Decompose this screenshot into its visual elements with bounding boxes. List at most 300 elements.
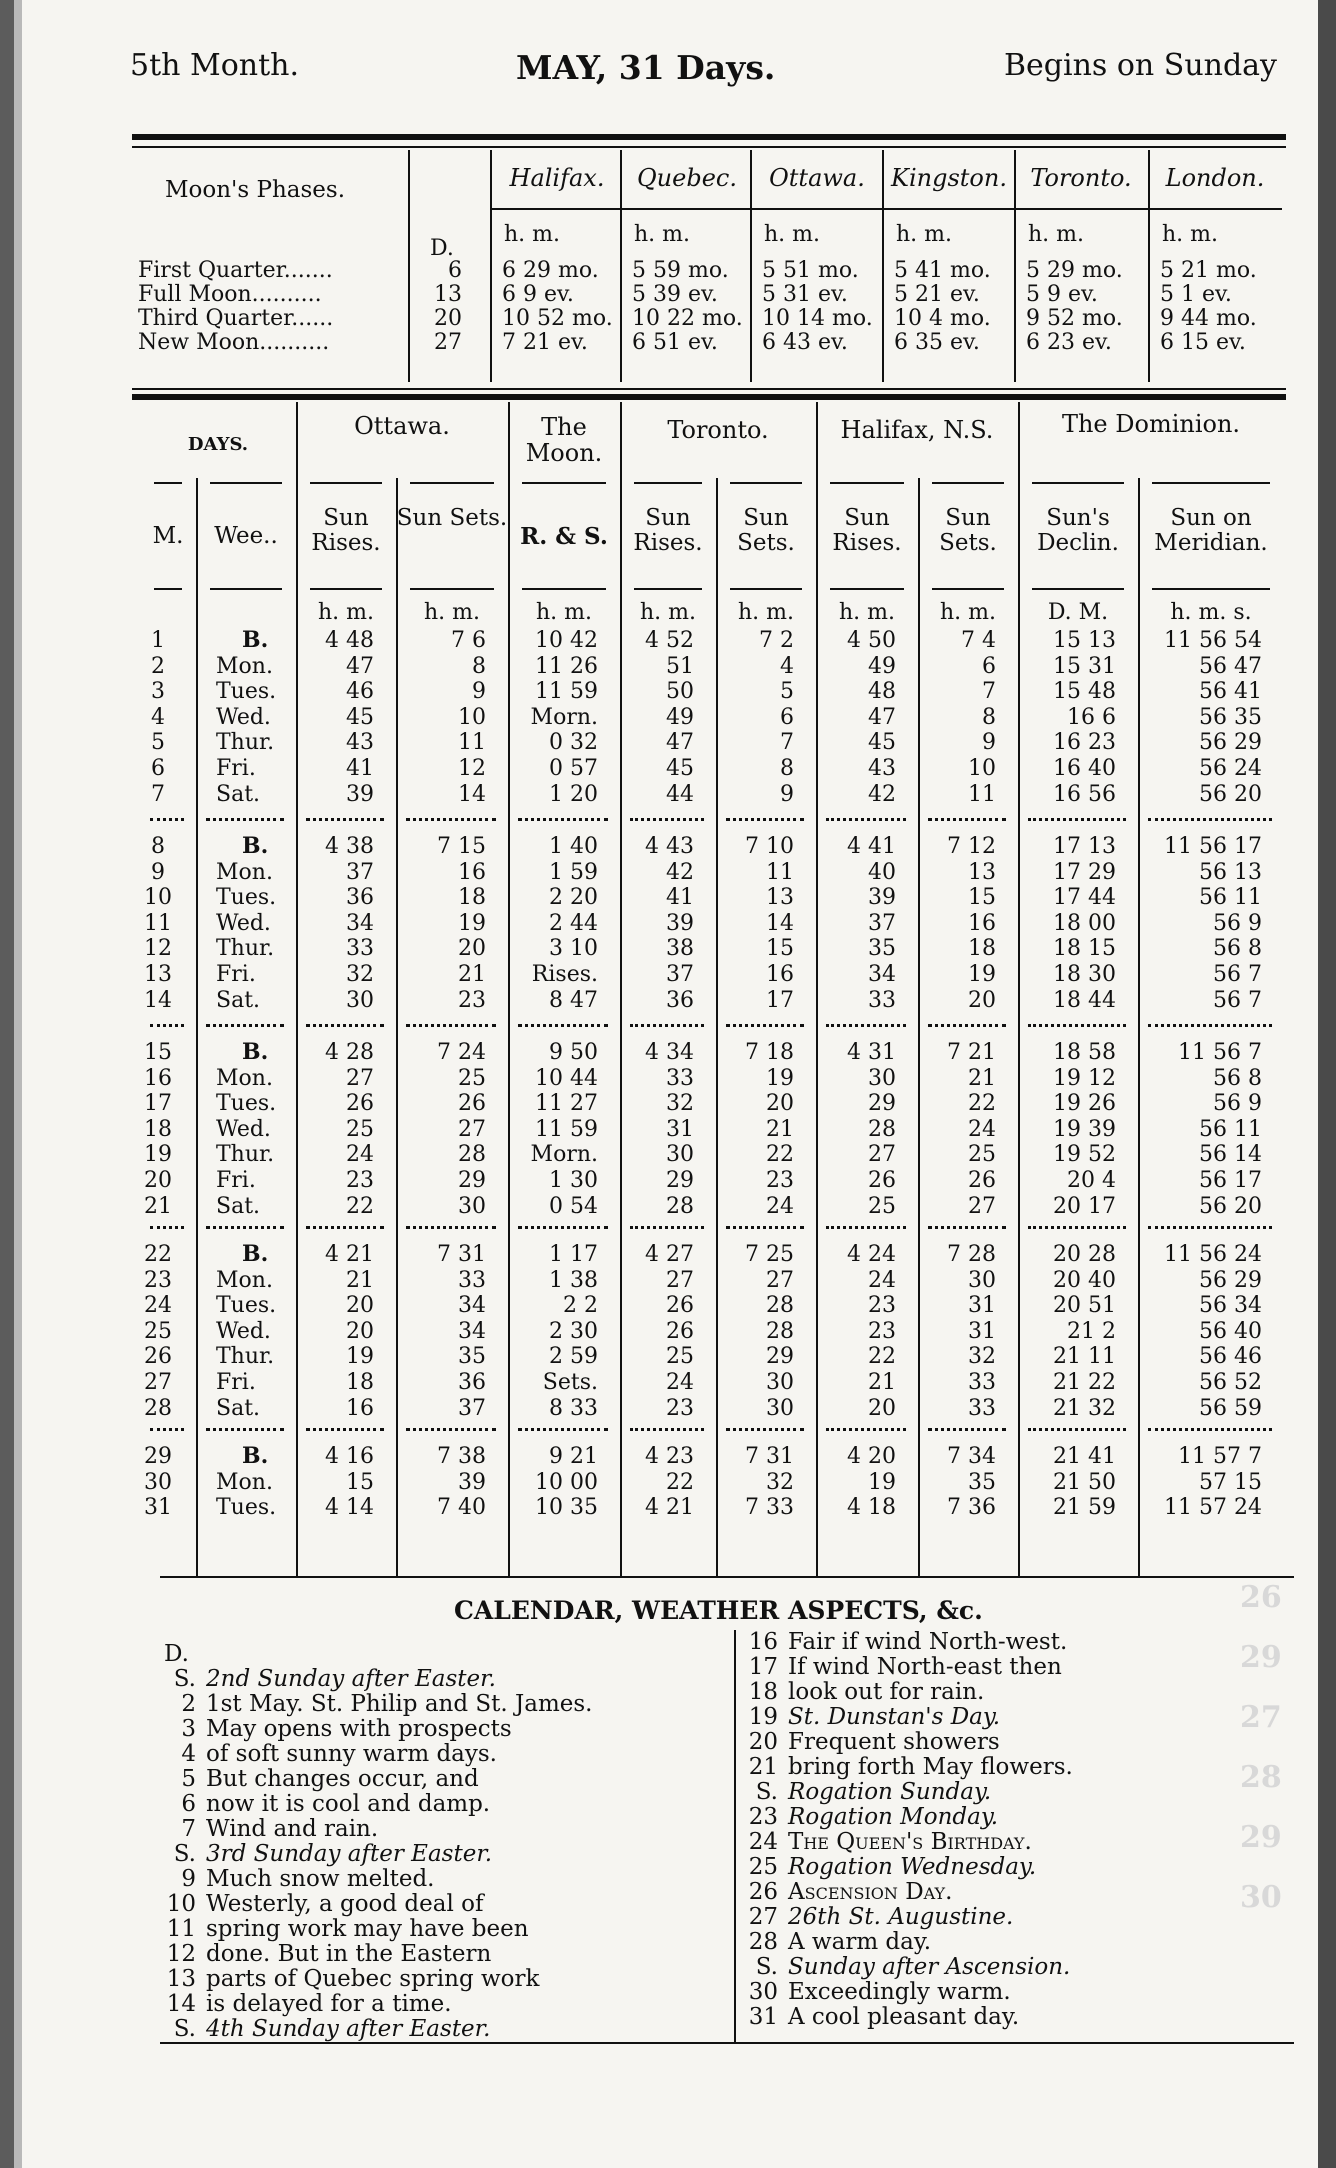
subheader-rule xyxy=(932,482,1004,484)
table-cell: 50 xyxy=(666,679,694,705)
table-cell: 49 xyxy=(666,704,694,730)
table-cell: 19 xyxy=(144,1142,172,1168)
table-cell: 16 56 xyxy=(1053,781,1116,807)
table-cell: 19 12 xyxy=(1053,1065,1116,1091)
thin-rule xyxy=(132,146,1286,148)
table-cell: 11 59 xyxy=(535,679,598,705)
table-cell: 22 xyxy=(868,1344,896,1370)
table-cell: 11 59 xyxy=(535,1116,598,1142)
calendar-entry xyxy=(164,1892,592,1917)
table-cell: 16 xyxy=(968,910,996,936)
table-cell: 51 xyxy=(666,653,694,679)
table-cell: 56 8 xyxy=(1213,1065,1262,1091)
table-cell: Thur. xyxy=(216,1142,275,1168)
table-cell: B. xyxy=(242,1241,269,1267)
week-separator xyxy=(406,1226,496,1229)
table-cell: 16 6 xyxy=(1067,704,1116,730)
calendar-entry xyxy=(746,1655,1073,1680)
calendar-day-number: S. xyxy=(755,1954,778,1980)
phase-time: 6 9 ev. xyxy=(502,282,574,307)
table-cell: 4 23 xyxy=(645,1444,694,1469)
table-cell: 35 xyxy=(868,936,896,962)
phase-time: 6 51 ev. xyxy=(632,330,718,355)
unit-label: h. m. xyxy=(737,600,794,625)
week-separator xyxy=(406,818,496,821)
table-cell: 31 xyxy=(144,1495,172,1521)
page-right-edge xyxy=(1318,0,1336,2168)
table-cell: 4 18 xyxy=(847,1495,896,1521)
calendar-day-number: 20 xyxy=(748,1729,778,1755)
table-cell: 28 xyxy=(868,1116,896,1142)
calendar-day-number: S. xyxy=(755,1779,778,1805)
table-cell: 10 00 xyxy=(535,1469,598,1495)
table-cell: 38 xyxy=(666,936,694,962)
table-cell: 35 xyxy=(968,1469,996,1495)
subheader-rule xyxy=(1152,482,1270,484)
week-separator xyxy=(150,1024,184,1027)
week-separator xyxy=(518,1428,608,1431)
table-cell: Sat. xyxy=(216,1193,261,1219)
calendar-entry-text: now it is cool and damp. xyxy=(206,1791,491,1817)
table-cell: 34 xyxy=(458,1293,486,1319)
phase-time: 10 52 mo. xyxy=(502,306,613,331)
table-cell: 18 00 xyxy=(1053,910,1116,936)
table-cell: 10 42 xyxy=(535,628,598,653)
phase-time: 6 43 ev. xyxy=(762,330,848,355)
table-cell: 6 xyxy=(982,653,996,679)
table-cell: 23 xyxy=(868,1318,896,1344)
table-cell: 21 59 xyxy=(1053,1495,1116,1521)
table-cell: 26 xyxy=(968,1168,996,1193)
table-cell: 49 xyxy=(868,653,896,679)
calendar-entry xyxy=(164,1967,592,1992)
table-cell: 7 28 xyxy=(947,1242,996,1267)
table-cell: 48 xyxy=(868,679,896,705)
table-cell: 56 40 xyxy=(1199,1318,1262,1344)
table-cell: 4 48 xyxy=(325,628,374,653)
calendar-entry-text: Sunday after Ascension. xyxy=(788,1954,1071,1980)
table-cell: 10 xyxy=(968,756,996,781)
week-separator xyxy=(826,1226,906,1229)
table-cell: 41 xyxy=(346,756,374,781)
calendar-day-number: 2 xyxy=(181,1691,196,1717)
calendar-day-number: 6 xyxy=(181,1791,196,1817)
table-cell: 28 xyxy=(766,1293,794,1319)
table-cell: 7 xyxy=(151,781,165,807)
unit-label: h. m. xyxy=(423,600,480,625)
calendar-right-column xyxy=(746,1630,1073,2030)
table-cell: 4 43 xyxy=(645,834,694,859)
table-cell: 56 9 xyxy=(1213,910,1262,936)
table-cell: 36 xyxy=(666,987,694,1013)
phase-time: 5 41 mo. xyxy=(894,258,991,283)
table-cell: 29 xyxy=(144,1444,172,1469)
table-cell: Morn. xyxy=(530,1142,598,1168)
table-cell: 56 20 xyxy=(1199,781,1262,807)
unit-rule xyxy=(210,588,282,590)
page-binding-edge xyxy=(0,0,14,2168)
table-cell: 25 xyxy=(666,1344,694,1370)
unit-label: h. m. xyxy=(838,600,895,625)
table-cell: 21 xyxy=(144,1193,172,1219)
table-cell: 4 xyxy=(151,704,165,730)
unit-label: h. m. s. xyxy=(1170,600,1252,625)
table-cell: 37 xyxy=(868,910,896,936)
calendar-entry-text: A cool pleasant day. xyxy=(788,2004,1020,2030)
table-cell: 23 xyxy=(458,987,486,1013)
calendar-entry xyxy=(164,1667,592,1692)
subheader-rule xyxy=(410,482,494,484)
table-cell: 14 xyxy=(458,781,486,807)
week-separator xyxy=(928,1024,1006,1027)
group-header: Halifax, N.S. xyxy=(840,416,994,444)
table-cell: Sat. xyxy=(216,781,261,807)
moon-phases-title: Moon's Phases. xyxy=(165,177,346,203)
table-cell: 7 33 xyxy=(745,1495,794,1521)
week-separator xyxy=(726,1024,804,1027)
table-cell: Mon. xyxy=(216,1469,273,1495)
table-cell: 56 7 xyxy=(1213,962,1262,987)
table-cell: 44 xyxy=(666,781,694,807)
calendar-day-number: 23 xyxy=(748,1804,778,1830)
calendar-entry-text: Rogation Monday. xyxy=(788,1804,999,1830)
bleed-through-text: 26 xyxy=(1240,1580,1282,1615)
calendar-entry xyxy=(746,1755,1073,1780)
table-cell: 24 xyxy=(766,1193,794,1219)
phase-time: 6 23 ev. xyxy=(1026,330,1112,355)
table-cell: 37 xyxy=(666,962,694,987)
table-cell: 33 xyxy=(868,987,896,1013)
calendar-entry xyxy=(164,2017,592,2042)
table-cell: 37 xyxy=(346,859,374,885)
unit-rule xyxy=(310,588,382,590)
phase-day: 27 xyxy=(434,330,462,355)
table-cell: 9 xyxy=(151,859,165,885)
phase-time: 10 14 mo. xyxy=(762,306,873,331)
table-cell: 17 xyxy=(766,987,794,1013)
table-cell: 7 12 xyxy=(947,834,996,859)
table-cell: Mon. xyxy=(216,1065,273,1091)
table-cell: 13 xyxy=(144,962,172,987)
table-cell: 40 xyxy=(868,859,896,885)
table-cell: 23 xyxy=(144,1267,172,1293)
table-cell: 7 40 xyxy=(437,1495,486,1521)
table-cell: Tues. xyxy=(216,1293,277,1319)
table-cell: 32 xyxy=(968,1344,996,1370)
table-cell: 16 xyxy=(458,859,486,885)
table-cell: 30 xyxy=(766,1395,794,1421)
unit-header: h. m. xyxy=(504,222,561,247)
table-cell: Tues. xyxy=(216,679,277,705)
table-cell: 30 xyxy=(666,1142,694,1168)
table-cell: 28 xyxy=(766,1318,794,1344)
table-cell: 45 xyxy=(868,730,896,756)
table-cell: 56 8 xyxy=(1213,936,1262,962)
table-cell: 25 xyxy=(968,1142,996,1168)
table-cell: Thur. xyxy=(216,730,275,756)
table-cell: 27 xyxy=(666,1267,694,1293)
calendar-entry-text: Westerly, a good deal of xyxy=(206,1891,484,1917)
table-cell: 10 xyxy=(458,704,486,730)
table-cell: Rises. xyxy=(531,962,598,987)
week-separator xyxy=(306,1024,384,1027)
section-rule xyxy=(160,1576,1294,1578)
table-cell: 12 xyxy=(458,756,486,781)
calendar-entry-text: St. Dunstan's Day. xyxy=(788,1704,1001,1730)
table-cell: 7 xyxy=(982,679,996,705)
table-cell: 30 xyxy=(766,1370,794,1395)
table-cell: 7 31 xyxy=(437,1242,486,1267)
table-cell: 4 27 xyxy=(645,1242,694,1267)
table-cell: 29 xyxy=(766,1344,794,1370)
column-subheader: Sun Sets. xyxy=(737,505,795,556)
table-cell: 7 24 xyxy=(437,1040,486,1065)
table-cell: 31 xyxy=(968,1293,996,1319)
table-cell: 16 xyxy=(766,962,794,987)
unit-rule xyxy=(522,588,606,590)
week-separator xyxy=(206,1428,284,1431)
calendar-day-number: 21 xyxy=(748,1754,778,1780)
table-cell: 7 38 xyxy=(437,1444,486,1469)
calendar-day-number: 25 xyxy=(748,1854,778,1880)
calendar-entry xyxy=(746,1805,1073,1830)
calendar-entry-text: of soft sunny warm days. xyxy=(206,1741,497,1767)
table-cell: 32 xyxy=(666,1091,694,1117)
table-cell: 43 xyxy=(868,756,896,781)
column-subheader: Sun Rises. xyxy=(311,505,381,556)
table-cell: 21 22 xyxy=(1053,1370,1116,1395)
table-cell: 29 xyxy=(458,1168,486,1193)
table-cell: 0 32 xyxy=(549,730,598,756)
calendar-entry xyxy=(164,1942,592,1967)
table-cell: 11 57 7 xyxy=(1178,1444,1262,1469)
calendar-entry xyxy=(746,1905,1073,1930)
table-cell: 56 17 xyxy=(1199,1168,1262,1193)
calendar-entry xyxy=(746,1830,1073,1855)
bleed-through-text: 27 xyxy=(1240,1700,1282,1735)
calendar-entry-text: If wind North-east then xyxy=(788,1654,1062,1680)
table-cell: 2 20 xyxy=(549,885,598,911)
table-cell: Tues. xyxy=(216,1495,277,1521)
week-separator xyxy=(726,1428,804,1431)
table-cell: 4 50 xyxy=(847,628,896,653)
phase-time: 5 51 mo. xyxy=(762,258,859,283)
table-cell: 36 xyxy=(346,885,374,911)
table-cell: 18 58 xyxy=(1053,1040,1116,1065)
table-cell: 7 25 xyxy=(745,1242,794,1267)
unit-header: h. m. xyxy=(634,222,691,247)
table-cell: 1 17 xyxy=(549,1242,598,1267)
table-cell: 7 31 xyxy=(745,1444,794,1469)
table-cell: 24 xyxy=(346,1142,374,1168)
table-cell: 5 xyxy=(151,730,165,756)
calendar-day-number: 30 xyxy=(748,1979,778,2005)
group-header: DAYS. xyxy=(187,434,249,455)
city-header: London. xyxy=(1165,164,1265,192)
table-cell: 56 29 xyxy=(1199,1267,1262,1293)
table-cell: 1 30 xyxy=(549,1168,598,1193)
table-cell: 26 xyxy=(868,1168,896,1193)
table-cell: 18 xyxy=(458,885,486,911)
table-cell: 34 xyxy=(458,1318,486,1344)
table-cell: 17 13 xyxy=(1053,834,1116,859)
week-separator xyxy=(1148,1024,1272,1027)
unit-label: h. m. xyxy=(535,600,592,625)
week-separator xyxy=(928,1428,1006,1431)
calendar-day-number: S. xyxy=(173,2016,196,2042)
group-header: Ottawa. xyxy=(354,412,450,440)
table-cell: 5 xyxy=(780,679,794,705)
table-cell: 9 50 xyxy=(549,1040,598,1065)
column-subheader: Sun Rises. xyxy=(633,505,703,556)
table-cell: 39 xyxy=(458,1469,486,1495)
table-cell: 33 xyxy=(666,1065,694,1091)
phase-time: 5 31 ev. xyxy=(762,282,848,307)
column-subheader: R. & S. xyxy=(520,523,608,550)
table-cell: 19 xyxy=(346,1344,374,1370)
calendar-entry-text: Exceedingly warm. xyxy=(788,1979,1011,2005)
calendar-entry xyxy=(746,2005,1073,2030)
begins-on: Begins on Sunday xyxy=(1004,48,1278,83)
week-separator xyxy=(406,1428,496,1431)
table-cell: 16 xyxy=(144,1065,172,1091)
table-cell: Mon. xyxy=(216,1267,273,1293)
table-cell: 56 46 xyxy=(1199,1344,1262,1370)
table-cell: Tues. xyxy=(216,885,277,911)
table-cell: Wed. xyxy=(216,910,271,936)
table-cell: 21 11 xyxy=(1053,1344,1116,1370)
table-cell: 8 33 xyxy=(549,1395,598,1421)
subheader-rule xyxy=(830,482,904,484)
table-cell: B. xyxy=(242,1443,269,1469)
week-separator xyxy=(306,818,384,821)
table-cell: 7 34 xyxy=(947,1444,996,1469)
table-cell: 15 48 xyxy=(1053,679,1116,705)
table-cell: 10 44 xyxy=(535,1065,598,1091)
group-header: Toronto. xyxy=(667,416,769,444)
table-cell: 30 xyxy=(458,1193,486,1219)
table-cell: 56 47 xyxy=(1199,653,1262,679)
table-cell: 30 xyxy=(868,1065,896,1091)
phase-time: 5 1 ev. xyxy=(1160,282,1232,307)
table-cell: 15 xyxy=(968,885,996,911)
table-cell: 8 xyxy=(982,704,996,730)
week-separator xyxy=(928,818,1006,821)
table-cell: 23 xyxy=(346,1168,374,1193)
table-cell: 20 xyxy=(458,936,486,962)
table-cell: 11 26 xyxy=(535,653,598,679)
table-cell: 15 13 xyxy=(1053,628,1116,653)
phase-day: 20 xyxy=(434,306,462,331)
column-subheader: Sun Sets. xyxy=(396,505,508,531)
week-separator xyxy=(630,1428,704,1431)
table-cell: 14 xyxy=(766,910,794,936)
table-cell: 18 xyxy=(968,936,996,962)
table-cell: 11 xyxy=(144,910,172,936)
table-cell: 24 xyxy=(868,1267,896,1293)
month-number: 5th Month. xyxy=(130,48,300,83)
table-cell: 56 14 xyxy=(1199,1142,1262,1168)
table-cell: 0 54 xyxy=(549,1193,598,1219)
table-cell: 32 xyxy=(766,1469,794,1495)
table-cell: 9 xyxy=(472,679,486,705)
calendar-entry xyxy=(164,1867,592,1892)
table-cell: 4 14 xyxy=(325,1495,374,1521)
calendar-entry-text: May opens with prospects xyxy=(206,1716,512,1742)
table-cell: 39 xyxy=(346,781,374,807)
table-cell: Sets. xyxy=(542,1370,598,1395)
calendar-entry xyxy=(746,1955,1073,1980)
table-cell: 33 xyxy=(458,1267,486,1293)
table-cell: 7 2 xyxy=(759,628,794,653)
table-cell: 16 xyxy=(346,1395,374,1421)
column-subheader: M. xyxy=(152,523,184,549)
table-cell: 3 xyxy=(151,679,165,705)
city-header: Quebec. xyxy=(637,164,737,192)
table-cell: 20 40 xyxy=(1053,1267,1116,1293)
phase-time: 5 21 ev. xyxy=(894,282,980,307)
week-separator xyxy=(726,1226,804,1229)
table-cell: 16 40 xyxy=(1053,756,1116,781)
calendar-entry-text: is delayed for a time. xyxy=(206,1991,452,2017)
table-cell: 21 32 xyxy=(1053,1395,1116,1421)
table-cell: 26 xyxy=(346,1091,374,1117)
page-binding-shadow xyxy=(14,0,22,2168)
calendar-day-number: S. xyxy=(173,1841,196,1867)
table-cell: 1 20 xyxy=(549,781,598,807)
table-cell: 4 31 xyxy=(847,1040,896,1065)
table-cell: 18 xyxy=(144,1116,172,1142)
city-header: Ottawa. xyxy=(769,164,865,192)
table-cell: 47 xyxy=(346,653,374,679)
calendar-day-number: 3 xyxy=(181,1716,196,1742)
table-cell: 11 56 24 xyxy=(1164,1242,1262,1267)
table-cell: 20 xyxy=(346,1318,374,1344)
table-cell: 20 xyxy=(346,1293,374,1319)
unit-rule xyxy=(1152,588,1270,590)
subheader-rule xyxy=(522,482,606,484)
calendar-entry xyxy=(746,1880,1073,1905)
bleed-through-text: 28 xyxy=(1240,1760,1282,1795)
phase-time: 5 9 ev. xyxy=(1026,282,1098,307)
calendar-entry-text: 26th St. Augustine. xyxy=(788,1904,1014,1930)
table-cell: 7 4 xyxy=(961,628,996,653)
calendar-entry-text: 3rd Sunday after Easter. xyxy=(206,1841,493,1867)
table-cell: 15 xyxy=(144,1040,172,1065)
unit-label: h. m. xyxy=(939,600,996,625)
table-cell: Thur. xyxy=(216,936,275,962)
table-cell: 56 11 xyxy=(1199,1116,1262,1142)
table-cell: 41 xyxy=(666,885,694,911)
calendar-day-number: 13 xyxy=(166,1966,196,1992)
calendar-day-number: 27 xyxy=(748,1904,778,1930)
table-cell: Fri. xyxy=(216,962,256,987)
calendar-entry xyxy=(746,1730,1073,1755)
calendar-day-number: 7 xyxy=(181,1816,196,1842)
table-cell: Fri. xyxy=(216,1168,256,1193)
table-cell: 26 xyxy=(144,1344,172,1370)
table-cell: 6 xyxy=(151,756,165,781)
table-cell: 21 xyxy=(868,1370,896,1395)
table-cell: Tues. xyxy=(216,1091,277,1117)
week-separator xyxy=(630,1024,704,1027)
phase-time: 5 21 mo. xyxy=(1160,258,1257,283)
calendar-entry-text: Fair if wind North-west. xyxy=(788,1629,1068,1655)
table-cell: 0 57 xyxy=(549,756,598,781)
table-cell: 19 26 xyxy=(1053,1091,1116,1117)
calendar-entry-text: done. But in the Eastern xyxy=(206,1941,492,1967)
unit-header: h. m. xyxy=(764,222,821,247)
